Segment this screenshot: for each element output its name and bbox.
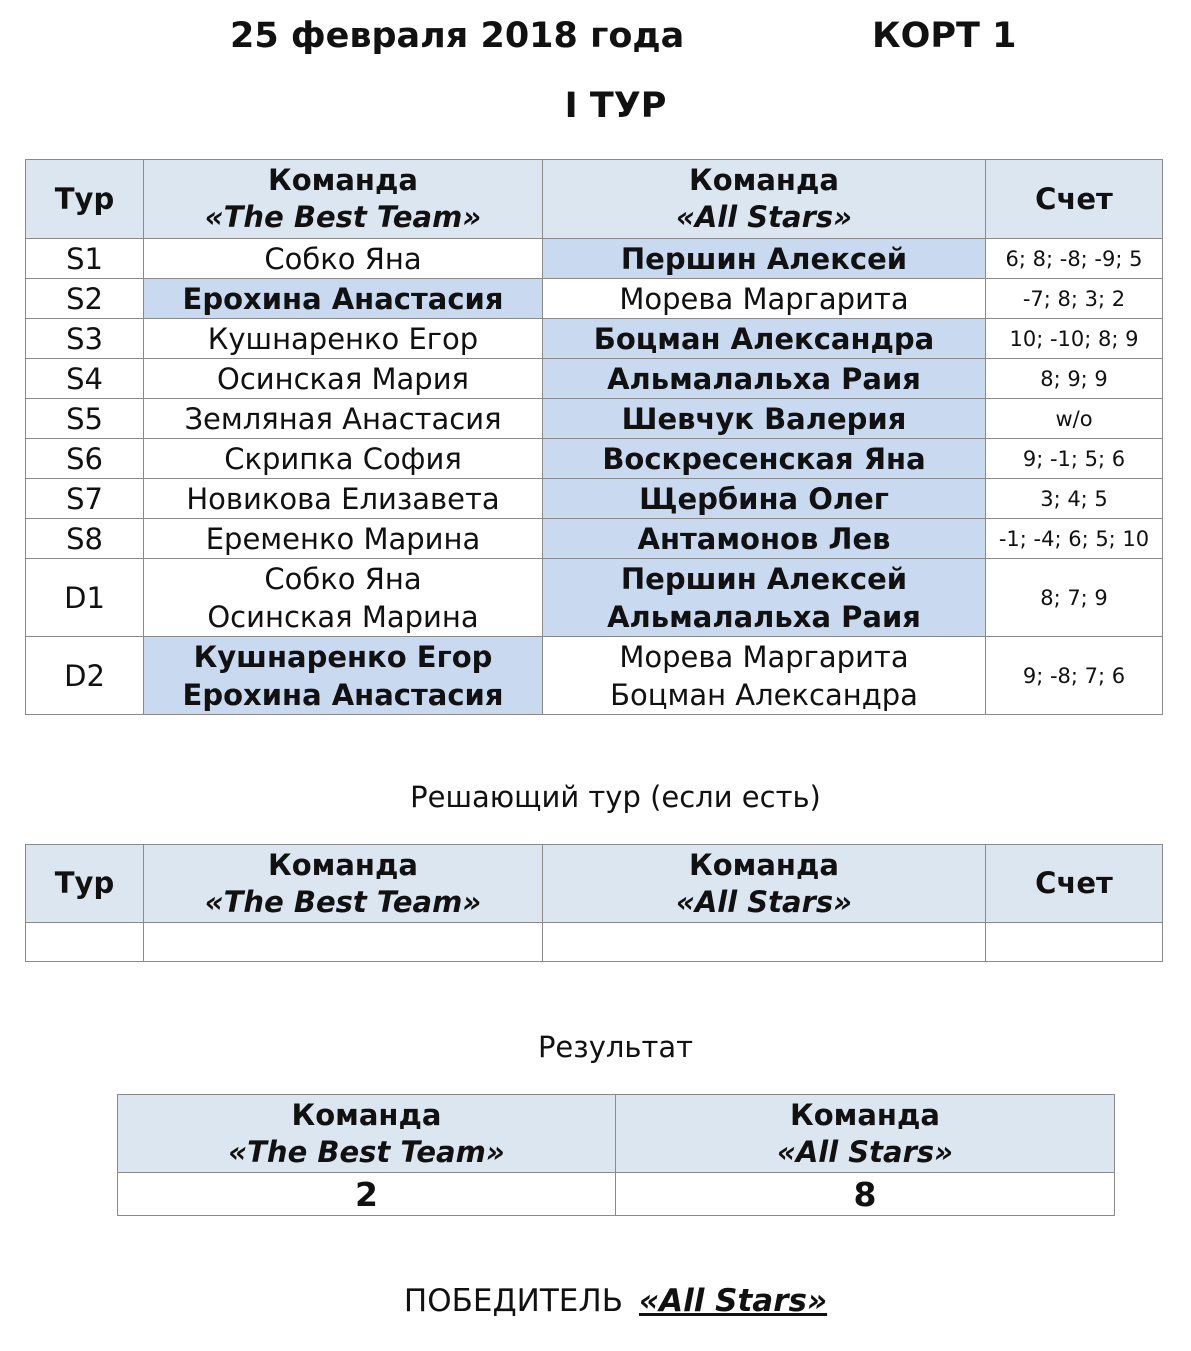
- round-cell: S4: [26, 359, 144, 399]
- team1-player-cell: [144, 359, 543, 399]
- score-cell: 3; 4; 5: [986, 479, 1163, 519]
- player-name: Щербина Олег: [639, 481, 889, 516]
- player-name: Альмалальха Раия: [607, 361, 921, 396]
- score-cell: 8; 7; 9: [986, 559, 1163, 637]
- round-cell: D2: [26, 637, 144, 715]
- team2-player-cell: [543, 637, 986, 715]
- match-row: [26, 319, 1163, 359]
- team2-name: «All Stars»: [777, 1134, 953, 1169]
- team1-player-cell: [144, 479, 543, 519]
- player-name: Воскресенская Яна: [602, 441, 926, 476]
- score-cell: -7; 8; 3; 2: [986, 279, 1163, 319]
- decider-player2-cell: [543, 923, 986, 962]
- player-name: Боцман Александра: [610, 677, 918, 712]
- player-name: Осинская Мария: [217, 361, 469, 396]
- match-row: [26, 519, 1163, 559]
- player-name: Боцман Александра: [593, 321, 935, 356]
- match-row: [26, 399, 1163, 439]
- score-cell: 8; 9; 9: [986, 359, 1163, 399]
- court-label: КОРТ 1: [872, 16, 1017, 56]
- result-team2-header: [616, 1095, 1115, 1173]
- col-team1-header: [144, 845, 543, 923]
- player-name: Собко Яна: [264, 561, 422, 596]
- player-name: Морева Маргарита: [619, 639, 909, 674]
- player-name: Новикова Елизавета: [186, 481, 500, 516]
- round-cell: S1: [26, 239, 144, 279]
- col-score-header: Счет: [986, 160, 1163, 239]
- winner-label: ПОБЕДИТЕЛЬ: [403, 1283, 623, 1319]
- match-row: [26, 239, 1163, 279]
- team1-player-cell: [144, 399, 543, 439]
- score-cell: w/o: [986, 399, 1163, 439]
- col-round-header: Тур: [26, 160, 144, 239]
- result-team1-header: [118, 1095, 616, 1173]
- match-row: [26, 559, 1163, 637]
- team-word: Команда: [291, 1097, 442, 1132]
- player-name: Ерохина Анастасия: [182, 677, 504, 712]
- round-cell: S2: [26, 279, 144, 319]
- result-score-team1: 2: [118, 1173, 616, 1216]
- player-name: Морева Маргарита: [619, 281, 909, 316]
- team2-player-cell: [543, 279, 986, 319]
- team2-player-cell: [543, 559, 986, 637]
- player-name: Шевчук Валерия: [621, 401, 907, 436]
- team1-player-cell: [144, 559, 543, 637]
- round-cell: S7: [26, 479, 144, 519]
- player-name: Кушнаренко Егор: [207, 321, 479, 356]
- team2-player-cell: [543, 439, 986, 479]
- team2-name: «All Stars»: [676, 200, 852, 234]
- decider-round-cell: [26, 923, 144, 962]
- player-name: Скрипка София: [224, 441, 462, 476]
- round-cell: D1: [26, 559, 144, 637]
- decider-table: [25, 844, 1163, 962]
- player-name: Собко Яна: [264, 241, 422, 276]
- winner-team: «All Stars»: [638, 1283, 828, 1319]
- player-name: Альмалальха Раия: [607, 599, 921, 634]
- team-word: Команда: [790, 1097, 940, 1132]
- team-word: Команда: [689, 163, 839, 197]
- team2-name: «All Stars»: [676, 884, 852, 919]
- player-name: Ерохина Анастасия: [182, 281, 504, 316]
- team1-name: «The Best Team»: [204, 200, 482, 234]
- match-row: [26, 637, 1163, 715]
- col-team2-header: [543, 160, 986, 239]
- team-word: Команда: [689, 847, 839, 882]
- score-cell: 6; 8; -8; -9; 5: [986, 239, 1163, 279]
- player-name: Антамонов Лев: [637, 521, 891, 556]
- match-table: [25, 159, 1163, 715]
- team2-player-cell: [543, 519, 986, 559]
- player-name: Першин Алексей: [620, 241, 908, 276]
- team2-player-cell: [543, 399, 986, 439]
- match-row: [26, 439, 1163, 479]
- team-word: Команда: [268, 847, 418, 882]
- player-name: Осинская Марина: [207, 599, 479, 634]
- team2-player-cell: [543, 479, 986, 519]
- result-caption: Результат: [537, 1030, 694, 1064]
- score-cell: 9; -1; 5; 6: [986, 439, 1163, 479]
- player-name: Еременко Марина: [205, 521, 481, 556]
- team1-name: «The Best Team»: [228, 1134, 505, 1169]
- score-cell: 9; -8; 7; 6: [986, 637, 1163, 715]
- col-score-header: Счет: [986, 845, 1163, 923]
- team1-name: «The Best Team»: [204, 884, 482, 919]
- decider-caption: Решающий тур (если есть): [410, 780, 821, 814]
- round-cell: S6: [26, 439, 144, 479]
- result-score-team2: 8: [616, 1173, 1115, 1216]
- match-row: [26, 279, 1163, 319]
- team1-player-cell: [144, 239, 543, 279]
- round-title: I ТУР: [564, 86, 667, 126]
- team2-player-cell: [543, 239, 986, 279]
- round-cell: S3: [26, 319, 144, 359]
- winner-line: [0, 1283, 1191, 1319]
- score-cell: -1; -4; 6; 5; 10: [986, 519, 1163, 559]
- team1-player-cell: [144, 439, 543, 479]
- decider-player1-cell: [144, 923, 543, 962]
- player-name: Земляная Анастасия: [184, 401, 502, 436]
- player-name: Кушнаренко Егор: [193, 639, 493, 674]
- match-rows: [26, 239, 1163, 715]
- col-round-header: Тур: [26, 845, 144, 923]
- decider-score-cell: [986, 923, 1163, 962]
- round-cell: S5: [26, 399, 144, 439]
- team1-player-cell: [144, 637, 543, 715]
- team-word: Команда: [268, 163, 418, 197]
- round-cell: S8: [26, 519, 144, 559]
- match-date: 25 февраля 2018 года: [230, 16, 685, 56]
- team1-player-cell: [144, 319, 543, 359]
- col-team1-header: [144, 160, 543, 239]
- match-row: [26, 359, 1163, 399]
- team1-player-cell: [144, 519, 543, 559]
- team2-player-cell: [543, 319, 986, 359]
- player-name: Першин Алексей: [620, 561, 908, 596]
- match-row: [26, 479, 1163, 519]
- team2-player-cell: [543, 359, 986, 399]
- team1-player-cell: [144, 279, 543, 319]
- score-cell: 10; -10; 8; 9: [986, 319, 1163, 359]
- result-table: [117, 1094, 1115, 1216]
- col-team2-header: [543, 845, 986, 923]
